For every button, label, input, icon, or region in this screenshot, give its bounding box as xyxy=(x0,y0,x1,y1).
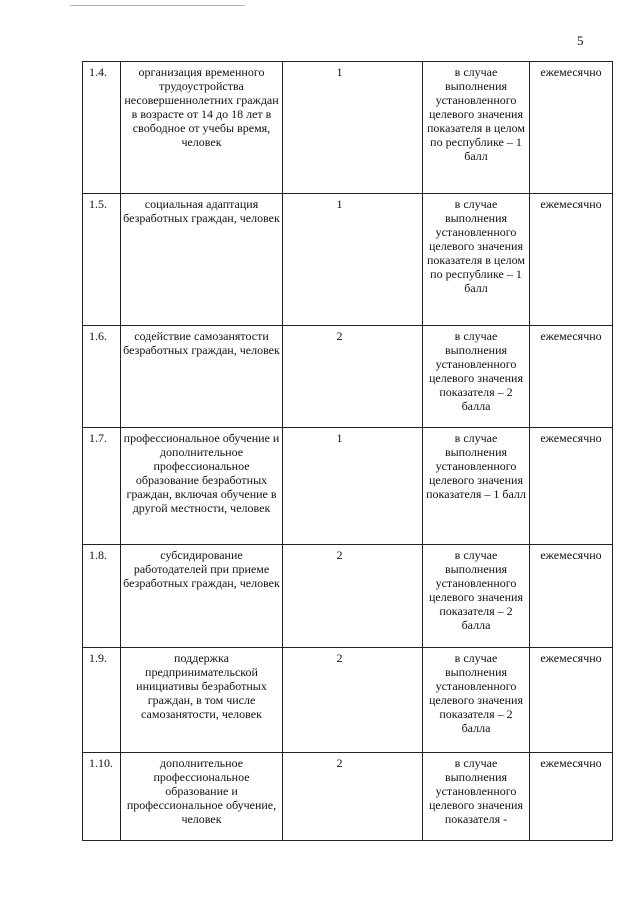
period-cell: ежемесячно xyxy=(530,194,613,326)
indicator-cell: содействие самозанятости безработных граждан, человек xyxy=(121,326,283,428)
value-cell: 1 xyxy=(283,428,423,545)
value-cell: 1 xyxy=(283,62,423,194)
period-cell: ежемесячно xyxy=(530,648,613,753)
table-row xyxy=(83,648,613,753)
period-cell: ежемесячно xyxy=(530,62,613,194)
condition-cell: в случае выполнения установленного целевого значения показателя в целом по республике – 1 балл xyxy=(423,62,530,194)
period-cell: ежемесячно xyxy=(530,326,613,428)
value-cell: 2 xyxy=(283,648,423,753)
indicator-cell: организация временного трудоустройства несовершеннолетних граждан в возрасте от 14 до 18 лет в свободное от учебы время, человек xyxy=(121,62,283,194)
indicator-cell: социальная адаптация безработных граждан, человек xyxy=(121,194,283,326)
condition-cell: в случае выполнения установленного целевого значения показателя в целом по республике – 1 балл xyxy=(423,194,530,326)
condition-cell: в случае выполнения установленного целевого значения показателя - xyxy=(423,753,530,841)
value-cell: 2 xyxy=(283,545,423,648)
row-number: 1.7. xyxy=(83,428,121,545)
condition-cell: в случае выполнения установленного целевого значения показателя – 1 балл xyxy=(423,428,530,545)
row-number: 1.9. xyxy=(83,648,121,753)
table-row xyxy=(83,62,613,194)
indicators-table xyxy=(82,61,613,841)
indicator-cell: дополнительное профессиональное образование и профессиональное обучение, человек xyxy=(121,753,283,841)
row-number: 1.8. xyxy=(83,545,121,648)
period-cell: ежемесячно xyxy=(530,545,613,648)
table-row xyxy=(83,428,613,545)
value-cell: 1 xyxy=(283,194,423,326)
condition-cell: в случае выполнения установленного целевого значения показателя – 2 балла xyxy=(423,545,530,648)
table-row xyxy=(83,545,613,648)
indicator-cell: поддержка предпринимательской инициативы безработных граждан, в том числе самозанятости, человек xyxy=(121,648,283,753)
condition-cell: в случае выполнения установленного целевого значения показателя – 2 балла xyxy=(423,648,530,753)
table-row xyxy=(83,326,613,428)
indicator-cell: субсидирование работодателей при приеме безработных граждан, человек xyxy=(121,545,283,648)
value-cell: 2 xyxy=(283,326,423,428)
period-cell: ежемесячно xyxy=(530,428,613,545)
value-cell: 2 xyxy=(283,753,423,841)
table-row xyxy=(83,194,613,326)
condition-cell: в случае выполнения установленного целевого значения показателя – 2 балла xyxy=(423,326,530,428)
scan-edge-line xyxy=(70,5,245,6)
row-number: 1.10. xyxy=(83,753,121,841)
row-number: 1.6. xyxy=(83,326,121,428)
period-cell: ежемесячно xyxy=(530,753,613,841)
row-number: 1.5. xyxy=(83,194,121,326)
table-row xyxy=(83,753,613,841)
row-number: 1.4. xyxy=(83,62,121,194)
indicator-cell: профессиональное обучение и дополнительное профессиональное образование безработных граждан, включая обучение в другой местности, человек xyxy=(121,428,283,545)
page-number: 5 xyxy=(577,33,584,48)
